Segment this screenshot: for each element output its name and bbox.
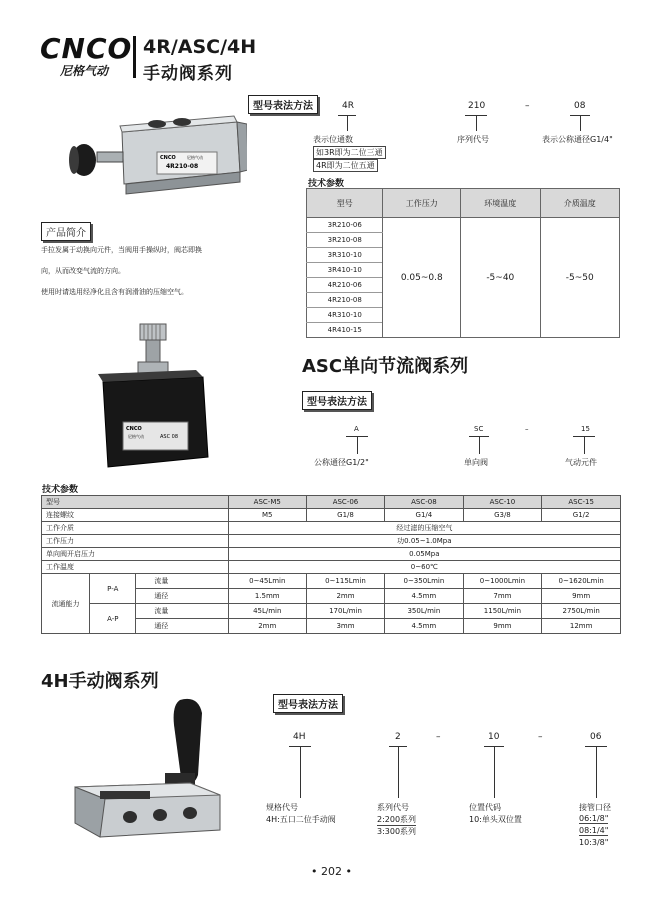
asc-label-maker: 尼格气动	[128, 434, 144, 439]
valve-label-model: 4R210-08	[166, 163, 199, 170]
table-cell: 0~115Lmin	[306, 574, 384, 589]
table-row-model: 4R210-08	[307, 293, 383, 308]
asc-desc-b: 单向阀	[464, 458, 488, 467]
table-cell: 2mm	[306, 589, 384, 604]
4r-th-model: 型号	[307, 189, 383, 218]
asc-th-model: 型号	[42, 496, 229, 509]
4r-model-notation-title: 型号表法方法	[248, 95, 318, 114]
asc-flow-label: 流通能力	[42, 574, 90, 634]
asc-ap-label: A-P	[90, 604, 136, 634]
4r-desc-a-1: 表示位通数	[313, 135, 353, 144]
valve-label-brand: CNCO	[160, 155, 176, 161]
4r-desc-b: 序列代号	[457, 135, 489, 144]
4h-model-notation-title: 型号表法方法	[273, 694, 343, 713]
4r-code-dash: –	[525, 101, 530, 111]
4h-desc-b-1: 系列代号	[377, 803, 409, 812]
table-cell: 9mm	[542, 589, 621, 604]
asc-temp-value: 0~60℃	[228, 561, 620, 574]
asc-flow-word: 流量	[136, 604, 228, 619]
4h-code-d: 06	[590, 732, 602, 742]
asc-label-model: ASC 08	[160, 434, 179, 440]
4h-valve-image	[70, 695, 230, 845]
asc-model-notation-title: 型号表法方法	[302, 391, 372, 410]
brand-subtitle: 尼格气动	[60, 64, 109, 78]
asc-media-value: 经过滤的压缩空气	[228, 522, 620, 535]
asc-desc-c: 气动元件	[565, 458, 597, 467]
table-cell: 12mm	[542, 619, 621, 634]
4r-tech-title: 技术参数	[308, 179, 345, 189]
4r-env-temp-value: -5~40	[461, 218, 540, 338]
table-cell: 1150L/min	[463, 604, 542, 619]
4h-desc-c-1: 位置代码	[469, 803, 501, 812]
4r-tech-table	[306, 188, 620, 338]
asc-code-a: A	[354, 425, 359, 433]
asc-section-title: ASC单向节流阀系列	[302, 356, 469, 377]
asc-bore-word: 通径	[136, 619, 228, 634]
asc-bore-word: 通径	[136, 589, 228, 604]
asc-thread-label: 连接螺纹	[42, 509, 229, 522]
table-cell: G1/8	[306, 509, 384, 522]
asc-open-value: 0.05Mpa	[228, 548, 620, 561]
page-number: • 202 •	[311, 865, 352, 878]
asc-th-15: ASC-15	[542, 496, 621, 509]
4h-desc-a-2: 4H:五口二位手动阀	[266, 815, 336, 824]
asc-code-dash: –	[525, 425, 529, 433]
table-cell: 9mm	[463, 619, 542, 634]
table-cell: 7mm	[463, 589, 542, 604]
asc-tech-title: 技术参数	[42, 485, 79, 495]
table-cell: G3/8	[463, 509, 542, 522]
table-cell: 170L/min	[306, 604, 384, 619]
table-cell: 1.5mm	[228, 589, 306, 604]
table-cell: 4.5mm	[385, 589, 463, 604]
table-cell: G1/4	[385, 509, 463, 522]
4r-valve-image	[62, 112, 247, 207]
table-cell: 0~1620Lmin	[542, 574, 621, 589]
table-cell: G1/2	[542, 509, 621, 522]
4h-code-b: 2	[395, 732, 401, 742]
table-row-model: 4R210-06	[307, 278, 383, 293]
asc-code-b: SC	[474, 425, 484, 433]
table-cell: 4.5mm	[385, 619, 463, 634]
4r-desc-a-2: 如3R即为二位三通	[313, 146, 386, 159]
4r-desc-a-3: 4R即为二位五通	[313, 159, 378, 172]
asc-pa-label: P-A	[90, 574, 136, 604]
asc-flow-word: 流量	[136, 574, 228, 589]
table-cell: 2mm	[228, 619, 306, 634]
product-intro-line-2: 向，从而改变气流的方向。	[41, 267, 125, 275]
table-cell: 3mm	[306, 619, 384, 634]
brand-logo: CNCO	[40, 32, 133, 65]
4h-desc-b-2: 2:200系列	[377, 815, 417, 824]
4r-th-pressure: 工作压力	[383, 189, 461, 218]
4r-code-c: 08	[574, 101, 586, 111]
table-row-model: 4R310-10	[307, 308, 383, 323]
4r-code-a: 4R	[342, 101, 354, 111]
product-intro-line-1: 手拉发属于动换向元件，当阀用手操纵时，阀芯即换	[41, 246, 202, 254]
asc-th-06: ASC-06	[306, 496, 384, 509]
table-row-model: 4R410-15	[307, 323, 383, 338]
product-intro-line-3: 使用时请选用经净化且含有润滑油的压缩空气。	[41, 288, 188, 296]
asc-th-10: ASC-10	[463, 496, 542, 509]
4h-desc-d-3: 08:1/4"	[579, 826, 609, 835]
4r-th-media-temp: 介质温度	[540, 189, 619, 218]
table-cell: 0~1000Lmin	[463, 574, 542, 589]
4r-th-env-temp: 环境温度	[461, 189, 540, 218]
4r-pressure-value: 0.05~0.8	[383, 218, 461, 338]
asc-media-label: 工作介质	[42, 522, 229, 535]
4h-desc-c-2: 10:单头双位置	[469, 815, 522, 824]
table-cell: 2750L/min	[542, 604, 621, 619]
asc-th-08: ASC-08	[385, 496, 463, 509]
4h-desc-a-1: 规格代号	[266, 803, 298, 812]
4h-code-c: 10	[488, 732, 500, 742]
4r-desc-c: 表示公称通径G1/4"	[542, 135, 613, 144]
asc-desc-a: 公称通径G1/2"	[314, 458, 369, 467]
4h-desc-d-4: 10:3/8"	[579, 838, 609, 847]
header-divider	[133, 36, 136, 78]
4h-desc-d-1: 接管口径	[579, 803, 611, 812]
table-cell: 350L/min	[385, 604, 463, 619]
asc-temp-label: 工作温度	[42, 561, 229, 574]
4h-code-dash-1: –	[436, 732, 441, 742]
asc-label-brand: CNCO	[126, 426, 142, 432]
asc-code-c: 15	[581, 425, 590, 433]
table-row-model: 3R210-06	[307, 218, 383, 233]
table-cell: M5	[228, 509, 306, 522]
asc-tech-table	[41, 495, 621, 634]
4r-media-temp-value: -5~50	[540, 218, 619, 338]
4h-section-title: 4H手动阀系列	[41, 671, 159, 692]
4h-desc-b-3: 3:300系列	[377, 827, 417, 836]
valve-label-maker: 尼格气动	[187, 155, 203, 160]
table-cell: 45L/min	[228, 604, 306, 619]
table-cell: 0~45Lmin	[228, 574, 306, 589]
product-intro-title: 产品简介	[41, 222, 91, 241]
asc-pressure-value: 功0.05~1.0Mpa	[228, 535, 620, 548]
asc-valve-image	[88, 322, 223, 472]
asc-pressure-label: 工作压力	[42, 535, 229, 548]
asc-th-m5: ASC-M5	[228, 496, 306, 509]
asc-open-label: 单向阀开启压力	[42, 548, 229, 561]
table-row-model: 3R210-08	[307, 233, 383, 248]
series-subtitle: 手动阀系列	[143, 64, 233, 84]
table-row-model: 3R310-10	[307, 248, 383, 263]
4h-code-a: 4H	[293, 732, 306, 742]
4h-desc-d-2: 06:1/8"	[579, 814, 609, 823]
4h-code-dash-2: –	[538, 732, 543, 742]
table-row-model: 3R410-10	[307, 263, 383, 278]
4r-code-b: 210	[468, 101, 486, 111]
series-title: 4R/ASC/4H	[143, 36, 257, 58]
table-cell: 0~350Lmin	[385, 574, 463, 589]
